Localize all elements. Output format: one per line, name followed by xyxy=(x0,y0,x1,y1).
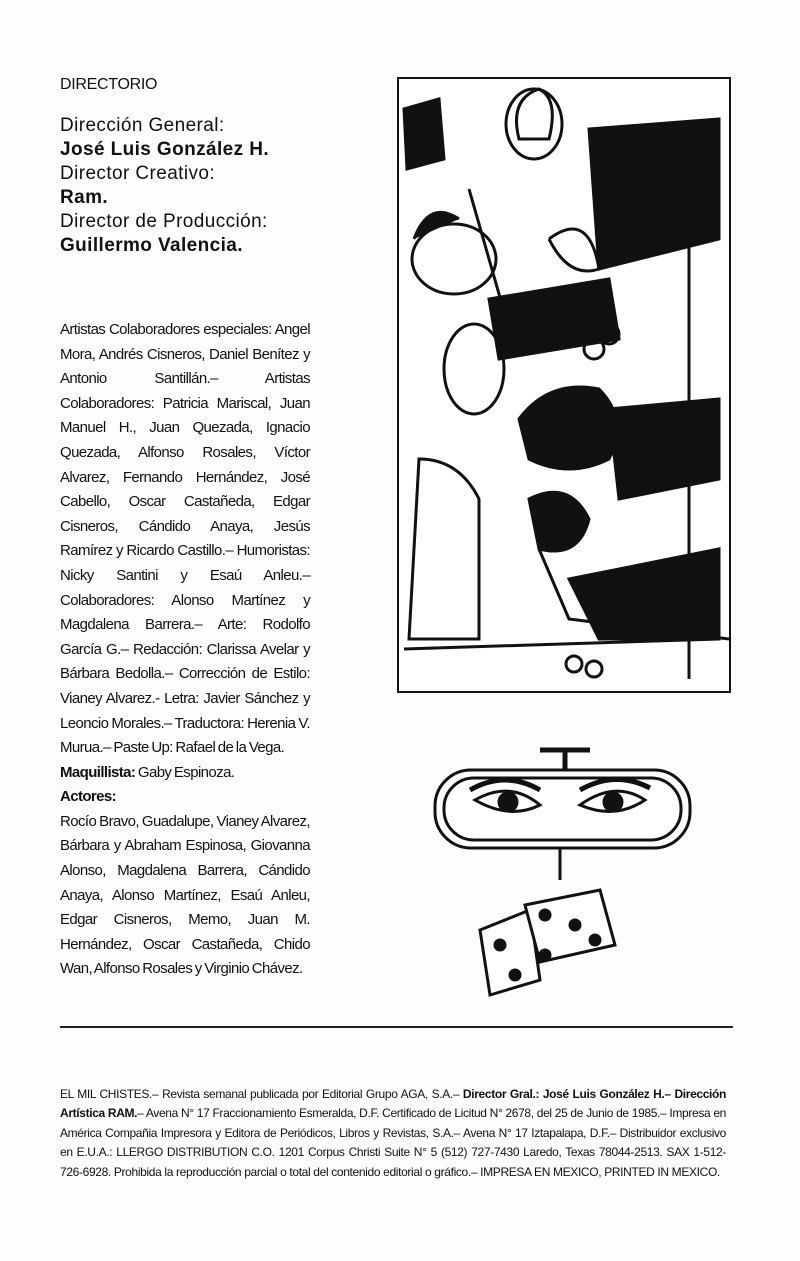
restaurant-cartoon-illustration xyxy=(397,77,731,693)
credits-block xyxy=(60,114,269,258)
rearview-mirror-dice-illustration xyxy=(430,740,695,1005)
actors-label: Actores: xyxy=(60,788,117,806)
makeup-label: Maquillista: xyxy=(60,763,136,781)
actors-paragraph: Rocío Bravo, Guadalupe, Vianey Alvarez, Bárbara y Abraham Espinosa, Giovanna Alonso, Magdalena Barrera, Cándido Anaya, Alonso Martínez, Esaú Anleu, Edgar Cisneros, Memo, Juan M. Hernández, Oscar Castañeda, Chido Wan, Alfonso Rosales y Virginio Chávez. xyxy=(60,812,310,978)
credit-role: Director de Producción: xyxy=(60,211,268,232)
makeup-name: Gaby Espinoza. xyxy=(135,763,235,781)
staff-text xyxy=(60,318,310,982)
credit-role: Dirección General: xyxy=(60,115,225,136)
credit-name: Guillermo Valencia. xyxy=(60,235,243,256)
divider-line xyxy=(60,1026,733,1028)
footer-bold-text: Director Gral.: José Luis González H.– Dirección Artística RAM. xyxy=(60,1087,726,1121)
credit-name: José Luis González H. xyxy=(60,139,270,160)
collaborators-paragraph: Artistas Colaboradores especiales: Angel Mora, Andrés Cisneros, Daniel Benítez y Antonio Santillán.– Artistas Colaboradores: Patricia Mariscal, Juan Manuel H., Juan Quezada, Ignacio Quezada, Alfonso Rosales, Víctor Alvarez, Fernando Hernández, José Cabello, Oscar Castañeda, Edgar Cisneros, Cándido Anaya, Jesús Ramírez y Ricardo Castillo.– Humoristas: Nicky Santini y Esaú Anleu.– Colaboradores: Alonso Martínez y Magdalena Barrera.– Arte: Rodolfo García G.– Redacción: Clarissa Avelar y Bárbara Bedolla.– Corrección de Estilo: Vianey Alvarez.- Letra: Javier Sánchez y Leoncio Morales.– Traductora: Herenia V. Murua.– Paste Up: Rafael de la Vega. xyxy=(60,321,310,757)
footer-text: – Avena N° 17 Fraccionamiento Esmeralda, D.F. Certificado de Licitud N° 2678, del 25 de Junio de 1985.– Impresa en América Compañia Impresora y Editora de Periódicos, Libros y Revistas, S.A.– Avena N° 17 Iztapalapa, D.F.– Distribuidor exclusivo en E.U.A.: LLERGO DISTRIBUTION C.O. 1201 Corpus Christi Suite N° 5 (512) 727-7430 Laredo, Texas 78044-2513. SAX 1-512-726-6928. Prohibida la reproducción parcial o total del contenido editorial o gráfico.– IMPRESA EN MEXICO, PRINTED IN MEXICO. xyxy=(60,1106,726,1179)
credit-name: Ram. xyxy=(60,187,109,208)
publication-info xyxy=(60,1085,726,1182)
credit-role: Director Creativo: xyxy=(60,163,216,184)
directory-heading: DIRECTORIO xyxy=(60,76,158,93)
footer-text: EL MIL CHISTES.– Revista semanal publicada por Editorial Grupo AGA, S.A.– xyxy=(60,1087,463,1101)
